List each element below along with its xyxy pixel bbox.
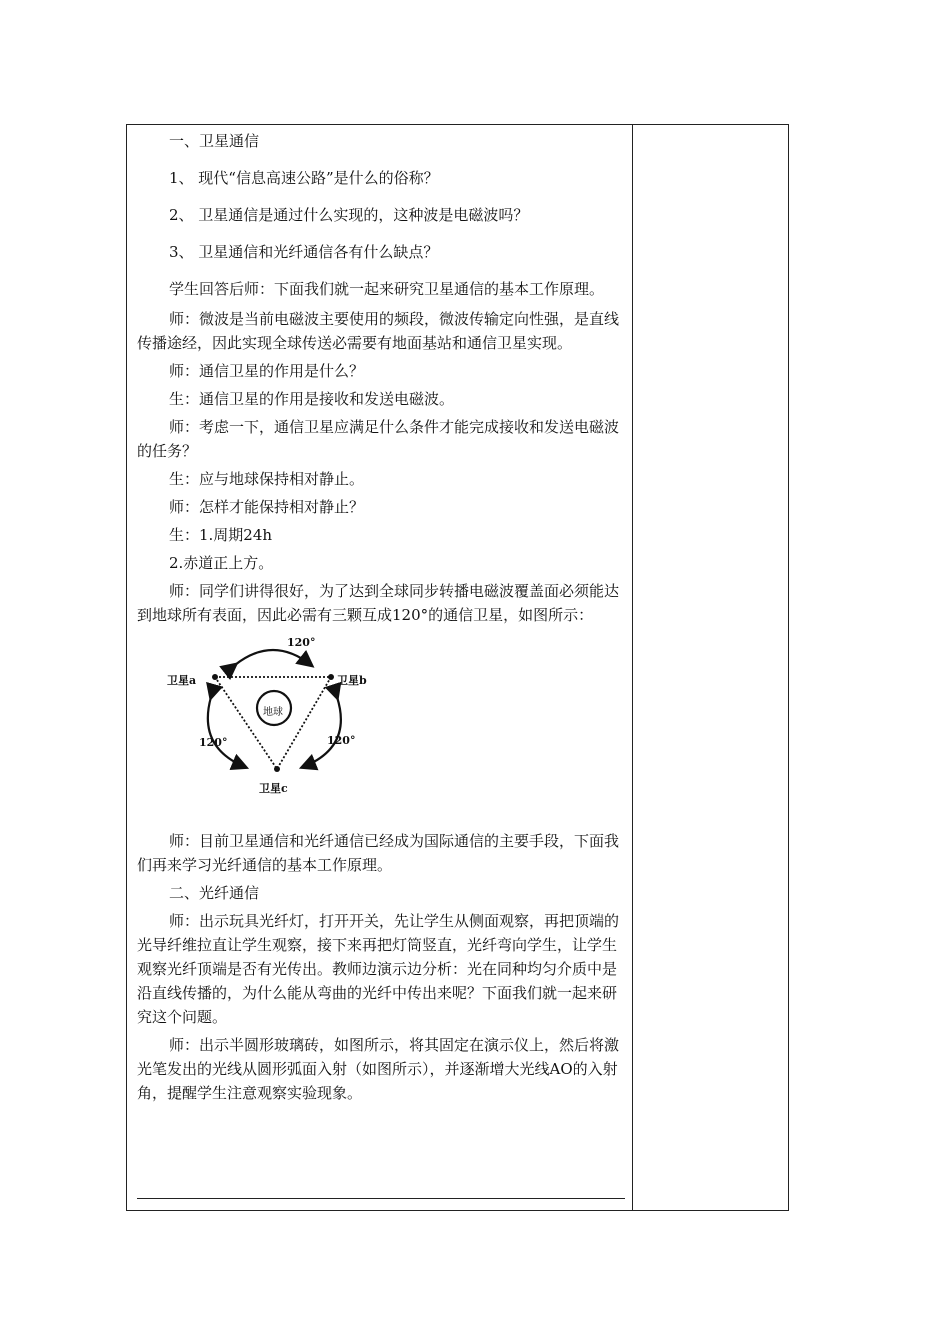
lesson-table <box>126 124 789 1211</box>
satellite-a-label: 卫星a <box>167 674 197 687</box>
satellite-c-label: 卫星c <box>259 782 288 795</box>
angle-label-top: 120° <box>287 636 316 649</box>
section2-heading: 二、光纤通信 <box>169 884 260 902</box>
satellite-a-dot <box>212 674 218 680</box>
paragraph: 学生回答后师：下面我们就一起来研究卫星通信的基本工作原理。 <box>169 280 605 298</box>
satellite-b-label: 卫星b <box>337 674 367 687</box>
paragraph: 师：通信卫星的作用是什么？ <box>169 362 365 380</box>
paragraph: 师：同学们讲得很好，为了达到全球同步转播电磁波覆盖面必须能达到地球所有表面，因此必需有三颗互成120°的通信卫星，如图所示： <box>137 582 620 624</box>
end-rule <box>137 1198 625 1199</box>
paragraph: 师：怎样才能保持相对静止？ <box>169 498 365 516</box>
paragraph: 2.赤道正上方。 <box>169 554 274 572</box>
angle-label-right: 120° <box>327 734 356 747</box>
satellite-b-dot <box>328 674 334 680</box>
satellite-diagram <box>137 629 625 809</box>
angle-label-left: 120° <box>199 736 228 749</box>
paragraph: 师：出示半圆形玻璃砖，如图所示，将其固定在演示仪上，然后将激光笔发出的光线从圆形弧面入射（如图所示），并逐渐增大光线AO的入射角，提醒学生注意观察实验现象。 <box>137 1036 620 1102</box>
paragraph: 师：目前卫星通信和光纤通信已经成为国际通信的主要手段，下面我们再来学习光纤通信的基本工作原理。 <box>137 832 620 874</box>
question-2: 2、 卫星通信是通过什么实现的，这种波是电磁波吗？ <box>169 206 529 224</box>
earth-label: 地球 <box>263 707 283 718</box>
paragraph: 生：应与地球保持相对静止。 <box>169 470 365 488</box>
paragraph: 生：通信卫星的作用是接收和发送电磁波。 <box>169 390 455 408</box>
column-divider <box>632 125 633 1210</box>
paragraph: 师：出示玩具光纤灯，打开开关，先让学生从侧面观察，再把顶端的光导纤维拉直让学生观察，接下来再把灯筒竖直，光纤弯向学生，让学生观察光纤顶端是否有光传出。教师边演示边分析：光在同种均匀介质中是沿直线传播的，为什么能从弯曲的光纤中传出来呢？下面我们就一起来研究这个问题。 <box>137 912 620 1026</box>
section1-heading: 一、卫星通信 <box>169 132 260 150</box>
paragraph: 师：考虑一下，通信卫星应满足什么条件才能完成接收和发送电磁波的任务？ <box>137 418 620 460</box>
satellite-c-dot <box>274 766 280 772</box>
main-column <box>137 125 625 1105</box>
paragraph: 师：微波是当前电磁波主要使用的频段，微波传输定向性强，是直线传播途经，因此实现全球传送必需要有地面基站和通信卫星实现。 <box>137 310 620 352</box>
question-3: 3、 卫星通信和光纤通信各有什么缺点？ <box>169 243 439 261</box>
paragraph: 生：1.周期24h <box>169 526 273 544</box>
question-1: 1、 现代“信息高速公路”是什么的俗称？ <box>169 169 439 187</box>
